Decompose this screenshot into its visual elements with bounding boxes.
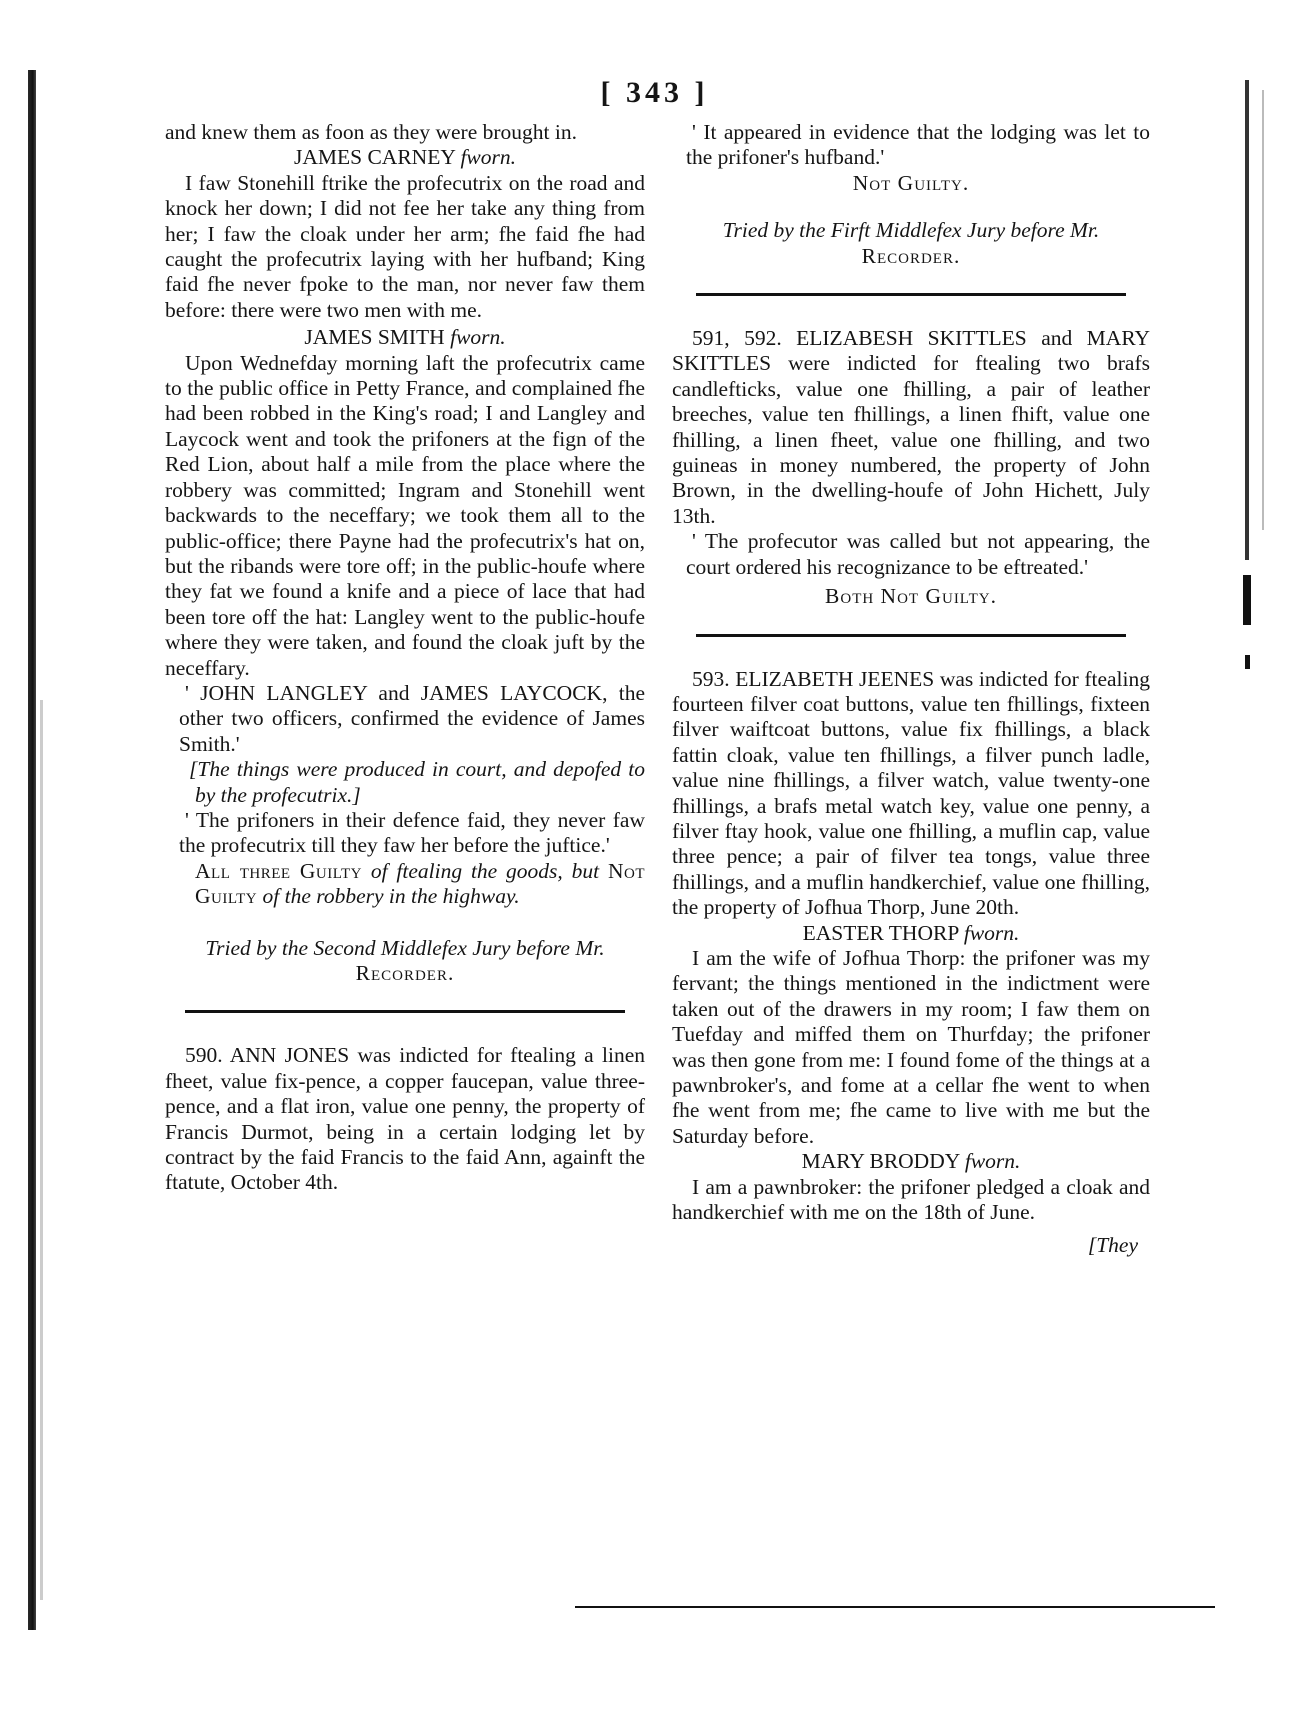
section-rule bbox=[185, 1010, 625, 1013]
recorder-line: Recorder. bbox=[355, 961, 455, 985]
witness-heading bbox=[672, 921, 1150, 946]
opening-line: and knew them as foon as they were brought in. bbox=[165, 120, 577, 144]
witness-name: MARY BRODDY bbox=[801, 1149, 960, 1174]
recorder-line: Recorder. bbox=[861, 243, 961, 268]
testimony-paragraph: Upon Wednefday morning laft the profecutrix came to the public office in Petty France, and complained fhe had been robbed in the King's road; I and Langley and Laycock went and took the prifoners at the fign of the Red Lion, about half a mile from the place where the robbery was committed; Ingram and Stonehill went backwards to the neceffary; we took them all to the public-office; there Payne had the profecutrix's hat on, but the ribands were tore off; in the public-houfe where they fat we found a knife and a piece of lace that had been tore off the hat: Langley went to the public-houfe where they were taken, and found the cloak juft by the neceffary. bbox=[165, 350, 645, 680]
witness-name: JAMES SMITH bbox=[304, 325, 445, 350]
sworn-label: fworn. bbox=[964, 1149, 1021, 1174]
page-number-header: [ 343 ] bbox=[600, 76, 709, 109]
jury-line: Tried by the Second Middlefex Jury before Mr. bbox=[205, 935, 605, 960]
witness-heading bbox=[672, 1149, 1150, 1174]
catchword: [They bbox=[1087, 1233, 1138, 1258]
testimony-paragraph: I am the wife of Jofhua Thorp: the prifoner was my fervant; the things mentioned in the indictment were taken out of the drawers in my room; I faw them on Tuefday and miffed them on Thurfday; the prifoner was then gone from me: I found fome of the things at a pawnbroker's, and fome at a cellar fhe went to when fhe went from me; fhe came to live with me but the Saturday before. bbox=[672, 945, 1150, 1148]
case-paragraph: 593. ELIZABETH JEENES was indicted for ftealing fourteen filver coat buttons, value ten fhillings, fixteen filver waiftcoat buttons, value fix fhillings, a black fattin cloak, value ten fhillings, a filver punch ladle, value nine fhillings, a filver watch, value twenty-one fhillings, a brafs metal watch key, value one penny, a filver ftay hook, value one fhilling, a muflin cap, value three pence; a pair of filver tea tongs, value three fhillings, and a muflin handkerchief, value one fhilling, the property of Jofhua Thorp, June 20th. bbox=[672, 666, 1150, 920]
footer-rule bbox=[575, 1606, 1215, 1608]
verdict bbox=[165, 859, 645, 910]
left-column bbox=[165, 120, 645, 1196]
scan-edge-left bbox=[28, 70, 36, 1630]
witness-heading bbox=[165, 325, 645, 350]
witness-name: EASTER THORP bbox=[802, 920, 959, 945]
scan-mark bbox=[1245, 655, 1250, 669]
verdict-part: of ftealing the goods, but bbox=[362, 858, 608, 883]
verdict-part: All three Guilty bbox=[195, 858, 362, 883]
quoted-paragraph: ' The profecutor was called but not appearing, the court ordered his recognizance to be eftreated.' bbox=[686, 529, 1150, 579]
quoted-paragraph: ' The prifoners in their defence faid, they never faw the profecutrix till they faw her before the juftice.' bbox=[179, 807, 645, 858]
right-column bbox=[672, 120, 1150, 1259]
verdict: Both Not Guilty. bbox=[825, 584, 997, 609]
testimony-paragraph: I faw Stonehill ftrike the profecutrix on the road and knock her down; I did not fee her take any thing from her; I faw the cloak under her arm; fhe faid fhe had caught the profecutrix laying with her hufband; King faid fhe never fpoke to the man, nor never faw them before: there were two men with me. bbox=[165, 170, 645, 322]
scan-edge-right-faint bbox=[1262, 90, 1264, 530]
testimony-paragraph: I am a pawnbroker: the prifoner pledged a cloak and handkerchief with me on the 18th of June. bbox=[672, 1174, 1150, 1225]
quoted-paragraph: ' It appeared in evidence that the lodging was let to the prifoner's hufband.' bbox=[686, 120, 1150, 170]
witness-heading bbox=[165, 145, 645, 170]
quoted-paragraph: ' JOHN LANGLEY and JAMES LAYCOCK, the other two officers, confirmed the evidence of James Smith.' bbox=[179, 680, 645, 756]
section-rule bbox=[696, 293, 1126, 296]
sworn-label: fworn. bbox=[460, 145, 516, 170]
case-paragraph: 590. ANN JONES was indicted for ftealing a linen fheet, value fix-pence, a copper faucepan, value three-pence, and a flat iron, value one penny, the property of Francis Durmot, being in a certain lodging let by contract by the faid Francis to the faid Ann, againft the ftatute, October 4th. bbox=[165, 1043, 645, 1195]
verdict-part: Not Guilty bbox=[195, 858, 645, 909]
case-paragraph: 591, 592. ELIZABESH SKITTLES and MARY SKITTLES were indicted for ftealing two brafs candlefticks, value one fhilling, a pair of leather breeches, value ten fhillings, a linen fhift, value one fhilling, a linen fheet, value one fhilling, and two guineas in money numbered, the property of John Brown, in the dwelling-houfe of John Hichett, July 13th. bbox=[672, 326, 1150, 528]
verdict-part: of the robbery in the highway. bbox=[257, 884, 520, 909]
verdict: Not Guilty. bbox=[852, 170, 970, 195]
jury-line: Tried by the Firft Middlefex Jury before Mr. bbox=[722, 218, 1100, 243]
bracketed-note: [The things were produced in court, and depofed to by the profecutrix.] bbox=[189, 757, 645, 807]
sworn-label: fworn. bbox=[450, 325, 506, 350]
scan-mark bbox=[1243, 575, 1251, 625]
scan-edge-right bbox=[1245, 80, 1249, 560]
sworn-label: fworn. bbox=[963, 920, 1020, 945]
witness-name: JAMES CARNEY bbox=[293, 145, 456, 170]
section-rule bbox=[696, 634, 1126, 637]
scan-edge-left-faint bbox=[40, 700, 43, 1600]
